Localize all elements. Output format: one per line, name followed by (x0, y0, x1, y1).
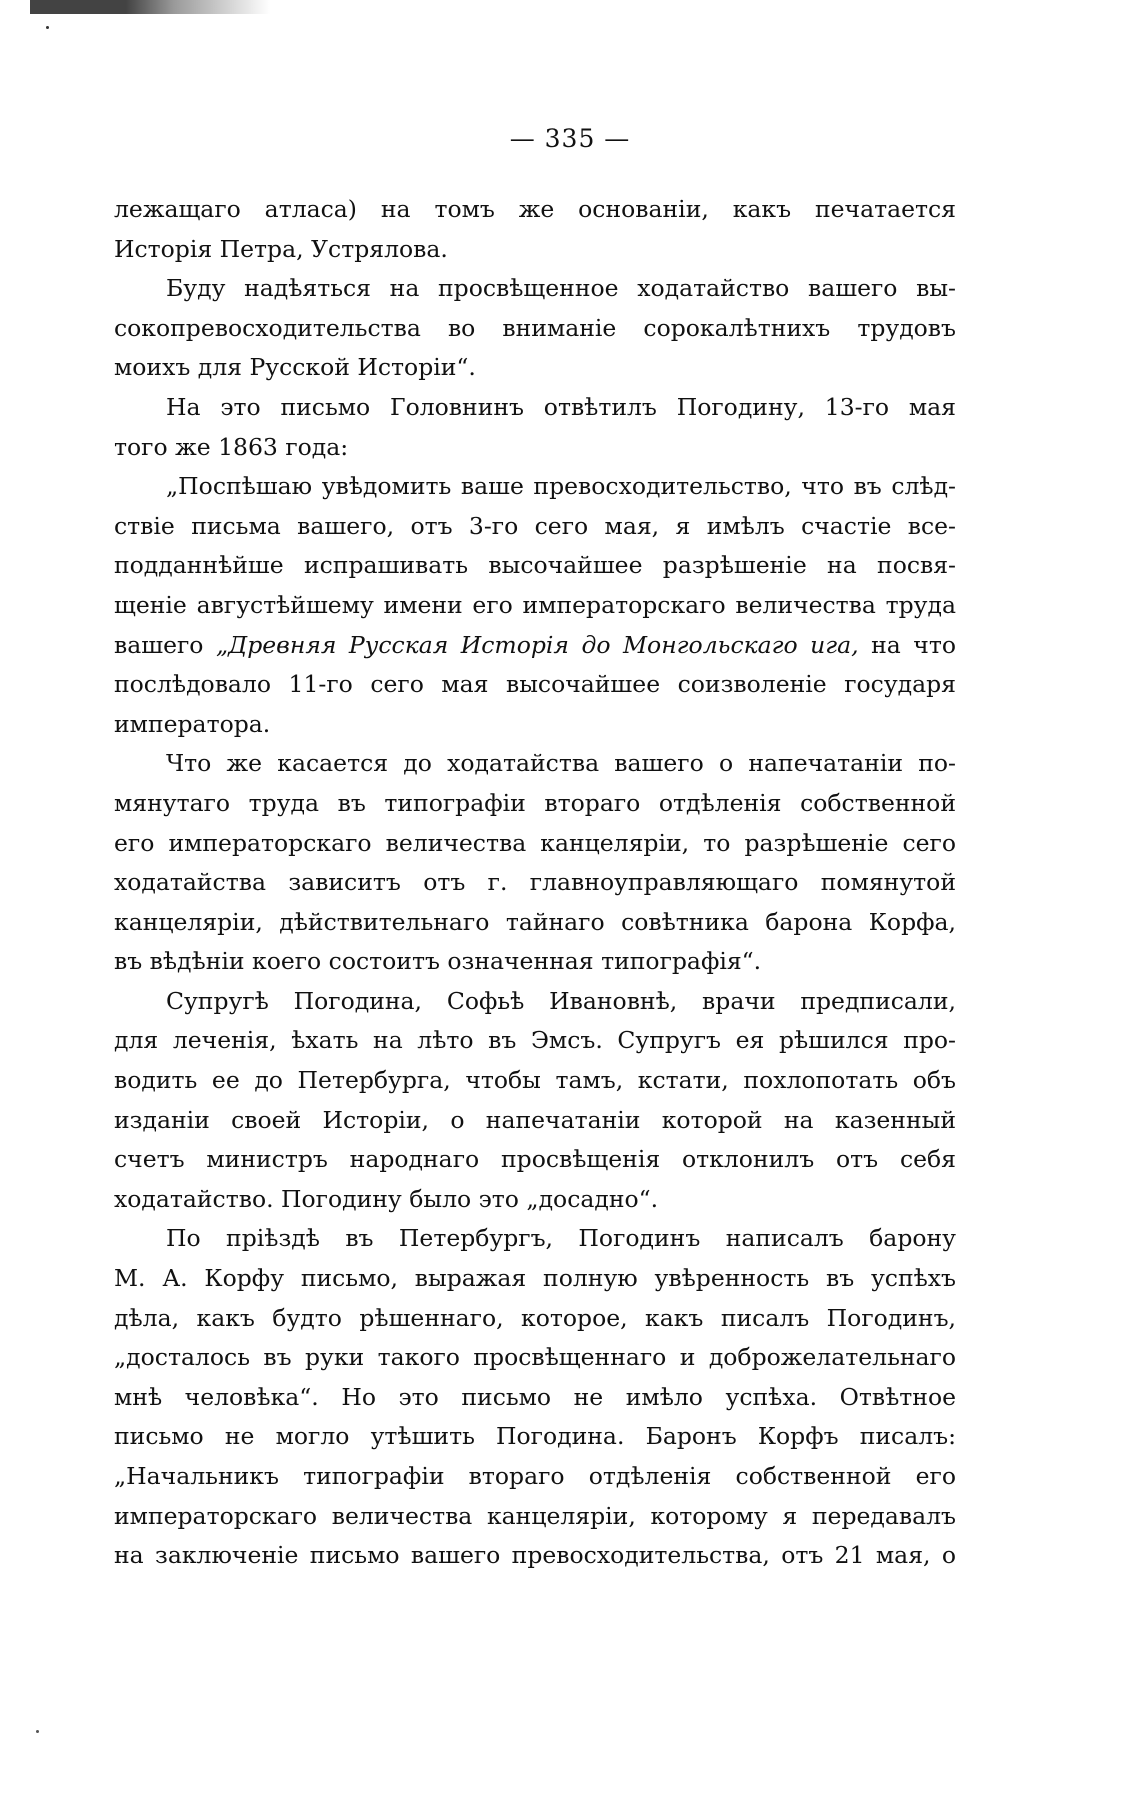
text-line: счетъ министръ народнаго просвѣщенія отклонилъ отъ себя (114, 1145, 956, 1174)
text-line: сокопревосходительства во вниманіе сорокалѣтнихъ трудовъ (114, 313, 956, 342)
text-line: императорскаго величества канцеляріи, которому я передавалъ (114, 1501, 956, 1530)
scan-artifact-top (30, 0, 270, 14)
text-line: щеніе августѣйшему имени его императорскаго величества труда (114, 590, 956, 619)
text-line-with-title (114, 626, 956, 666)
text-line: въ вѣдѣніи коего состоитъ означенная типографія“. (114, 947, 762, 976)
page-number: — 335 — (509, 124, 631, 153)
text-line: „Начальникъ типографіи втораго отдѣленія собственной его (114, 1462, 956, 1490)
paragraph (114, 744, 956, 982)
paragraph (114, 1219, 956, 1575)
scan-artifact-dot-bottom (36, 1730, 39, 1733)
text-line: канцеляріи, дѣйствительнаго тайнаго совѣтника барона Корфа, (114, 907, 956, 936)
paragraph (114, 982, 956, 1220)
text-line: дѣла, какъ будто рѣшеннаго, которое, какъ писалъ Погодинъ, (114, 1303, 956, 1332)
text-line: ствіе письма вашего, отъ 3-го сего мая, я имѣлъ счастіе все- (114, 511, 956, 540)
text-line: На это письмо Головнинъ отвѣтилъ Погодину, 13-го мая (166, 392, 956, 421)
text-line: Исторія Петра, Устрялова. (114, 234, 448, 263)
text-line: М. А. Корфу письмо, выражая полную увѣренность въ успѣхъ (114, 1264, 956, 1293)
text-line: ходатайство. Погодину было это „досадно“. (114, 1184, 659, 1213)
quoted-letter (114, 467, 956, 744)
title-prefix: вашего (114, 630, 216, 659)
text-line: „Поспѣшаю увѣдомить ваше превосходительство, что въ слѣд- (166, 472, 956, 501)
book-title: „Древняя Русская Исторія до Монгольскаго ига, (215, 630, 859, 659)
text-line: Что же касается до ходатайства вашего о напечатаніи по- (166, 749, 956, 778)
text-line: на заключеніе письмо вашего превосходительства, отъ 21 мая, о (114, 1541, 956, 1570)
text-line: мянутаго труда въ типографіи втораго отдѣленія собственной (114, 788, 956, 817)
text-line: лежащаго атласа) на томъ же основаніи, какъ печатается (114, 195, 956, 223)
scan-artifact-dot (46, 26, 49, 29)
text-line: Буду надѣяться на просвѣщенное ходатайство вашего вы- (166, 274, 956, 303)
text-line: императора. (114, 709, 271, 738)
text-line: ходатайства зависитъ отъ г. главноуправляющаго помянутой (114, 868, 956, 897)
text-line: письмо не могло утѣшить Погодина. Баронъ Корфъ писалъ: (114, 1422, 956, 1451)
text-line: водить ее до Петербурга, чтобы тамъ, кстати, похлопотать объ (114, 1066, 956, 1095)
paragraph (114, 388, 956, 467)
text-line: По пріѣздѣ въ Петербургъ, Погодинъ написалъ барону (166, 1224, 956, 1253)
text-line: изданіи своей Исторіи, о напечатаніи которой на казенный (114, 1105, 956, 1134)
text-line: его императорскаго величества канцеляріи, то разрѣшеніе сего (114, 828, 956, 857)
text-line: послѣдовало 11-го сего мая высочайшее соизволеніе государя (114, 670, 956, 699)
text-line: того же 1863 года: (114, 432, 349, 461)
text-line: для леченія, ѣхать на лѣто въ Эмсъ. Супругъ ея рѣшился про- (114, 1026, 956, 1055)
paragraph (114, 269, 956, 388)
text-line: подданнѣйше испрашивать высочайшее разрѣшеніе на посвя- (114, 551, 956, 580)
text-line: мнѣ человѣка“. Но это письмо не имѣло успѣха. Отвѣтное (114, 1382, 956, 1411)
text-line: Супругѣ Погодина, Софьѣ Ивановнѣ, врачи предписали, (166, 986, 956, 1015)
text-line: „досталось въ руки такого просвѣщеннаго и доброжелательнаго (114, 1343, 956, 1372)
title-suffix: на что (858, 630, 956, 659)
body-text (114, 190, 956, 1576)
paragraph (114, 190, 956, 269)
text-line: моихъ для Русской Исторіи“. (114, 353, 476, 382)
